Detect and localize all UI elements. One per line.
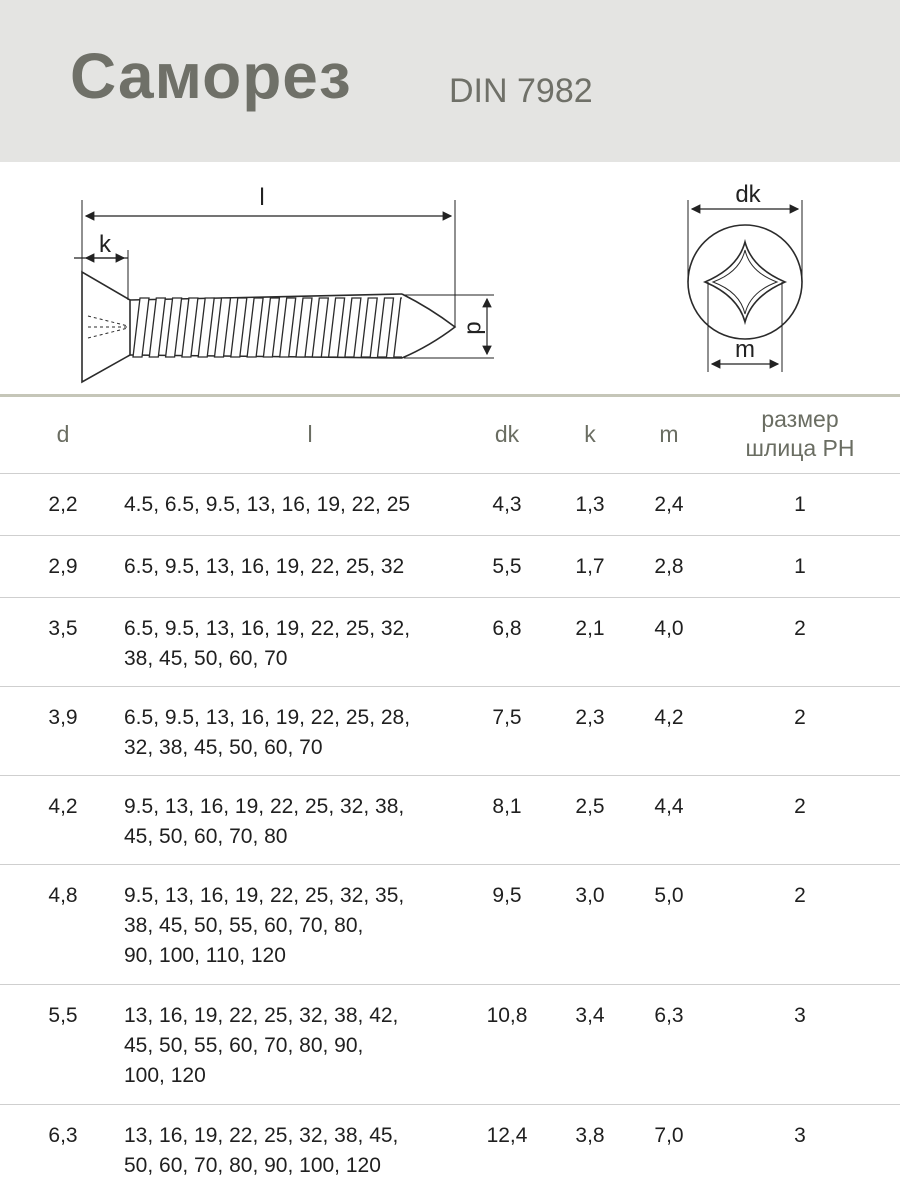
table-row — [0, 984, 900, 1105]
length-line: 45, 50, 55, 60, 70, 80, 90, — [124, 1034, 364, 1057]
technical-drawing — [0, 162, 900, 396]
cell-d: 2,2 — [48, 493, 78, 516]
label-dk: dk — [735, 181, 761, 208]
table-header — [0, 397, 900, 473]
cell-l — [124, 703, 454, 763]
cell-dk: 4,3 — [492, 493, 522, 516]
cell-l — [124, 490, 454, 520]
cell-k: 2,5 — [575, 795, 605, 818]
length-line: 6.5, 9.5, 13, 16, 19, 22, 25, 28, — [124, 706, 411, 729]
standard-label: DIN 7982 — [449, 72, 593, 110]
cell-ph: 2 — [794, 617, 806, 640]
cell-k: 2,1 — [575, 617, 605, 640]
cell-k: 3,4 — [575, 1004, 605, 1027]
cell-d: 5,5 — [48, 1004, 78, 1027]
column-header-m: m — [659, 421, 679, 447]
table-row — [0, 686, 900, 776]
table-row — [0, 1104, 900, 1194]
cell-m: 4,0 — [654, 617, 684, 640]
cell-m: 4,4 — [654, 795, 684, 818]
cell-dk: 12,4 — [486, 1124, 528, 1147]
cell-l — [124, 792, 454, 852]
cell-d: 3,9 — [48, 706, 78, 729]
cell-d: 4,2 — [48, 795, 78, 818]
table-row — [0, 864, 900, 985]
cell-ph: 1 — [794, 493, 806, 516]
cell-l — [124, 552, 454, 582]
cell-l — [124, 614, 454, 674]
label-d: d — [461, 321, 489, 335]
column-header-dk: dk — [494, 421, 520, 447]
length-line: 38, 45, 50, 60, 70 — [124, 647, 288, 670]
thread-lines — [133, 298, 410, 357]
cell-k: 2,3 — [575, 706, 605, 729]
length-line: 50, 60, 70, 80, 90, 100, 120 — [124, 1154, 381, 1177]
table-row — [0, 473, 900, 536]
length-line: 45, 50, 60, 70, 80 — [124, 825, 288, 848]
cell-l — [124, 1001, 454, 1091]
cell-m: 2,8 — [654, 555, 684, 578]
cell-ph: 3 — [794, 1004, 806, 1027]
cell-ph: 2 — [794, 884, 806, 907]
length-line: 13, 16, 19, 22, 25, 32, 38, 42, — [124, 1004, 399, 1027]
cell-d: 2,9 — [48, 555, 78, 578]
cell-dk: 9,5 — [492, 884, 522, 907]
screw-head-top-view — [688, 181, 802, 372]
screw-side-view — [82, 272, 455, 382]
cell-k: 3,0 — [575, 884, 605, 907]
length-line: 100, 120 — [124, 1064, 206, 1087]
column-header-k: k — [584, 421, 596, 447]
label-m: m — [735, 336, 755, 363]
cell-m: 4,2 — [654, 706, 684, 729]
column-header-d: d — [56, 421, 70, 447]
page-title: Саморез — [70, 40, 352, 112]
cell-dk: 8,1 — [492, 795, 522, 818]
label-l: l — [259, 184, 265, 211]
length-line: 6.5, 9.5, 13, 16, 19, 22, 25, 32 — [124, 555, 405, 578]
length-line: 6.5, 9.5, 13, 16, 19, 22, 25, 32, — [124, 617, 411, 640]
cell-m: 7,0 — [654, 1124, 684, 1147]
length-line: 4.5, 6.5, 9.5, 13, 16, 19, 22, 25 — [124, 493, 411, 516]
cell-d: 6,3 — [48, 1124, 78, 1147]
cell-m: 2,4 — [654, 493, 684, 516]
cell-m: 5,0 — [654, 884, 684, 907]
cell-k: 1,7 — [575, 555, 605, 578]
label-k: k — [99, 231, 111, 258]
dimension-l — [82, 184, 455, 327]
cell-dk: 6,8 — [492, 617, 522, 640]
cell-l — [124, 1121, 454, 1181]
cell-m: 6,3 — [654, 1004, 684, 1027]
column-header-l: l — [307, 421, 313, 447]
cell-ph: 1 — [794, 555, 806, 578]
cell-ph: 3 — [794, 1124, 806, 1147]
screw-drawing-svg — [0, 162, 900, 396]
length-line: 13, 16, 19, 22, 25, 32, 38, 45, — [124, 1124, 399, 1147]
cell-d: 3,5 — [48, 617, 78, 640]
length-line: 9.5, 13, 16, 19, 22, 25, 32, 38, — [124, 795, 405, 818]
cell-dk: 10,8 — [486, 1004, 528, 1027]
length-line: 9.5, 13, 16, 19, 22, 25, 32, 35, — [124, 884, 405, 907]
header-band — [0, 0, 900, 162]
table-row — [0, 597, 900, 687]
cell-d: 4,8 — [48, 884, 78, 907]
cell-l — [124, 881, 454, 971]
table-row — [0, 535, 900, 598]
cell-dk: 5,5 — [492, 555, 522, 578]
cell-dk: 7,5 — [492, 706, 522, 729]
cell-ph: 2 — [794, 795, 806, 818]
cell-k: 1,3 — [575, 493, 605, 516]
length-line: 90, 100, 110, 120 — [124, 944, 286, 967]
table-row — [0, 775, 900, 865]
cell-k: 3,8 — [575, 1124, 605, 1147]
cell-ph: 2 — [794, 706, 806, 729]
length-line: 32, 38, 45, 50, 60, 70 — [124, 736, 323, 759]
column-header-ph: размер шлица PH — [745, 406, 855, 461]
length-line: 38, 45, 50, 55, 60, 70, 80, — [124, 914, 364, 937]
